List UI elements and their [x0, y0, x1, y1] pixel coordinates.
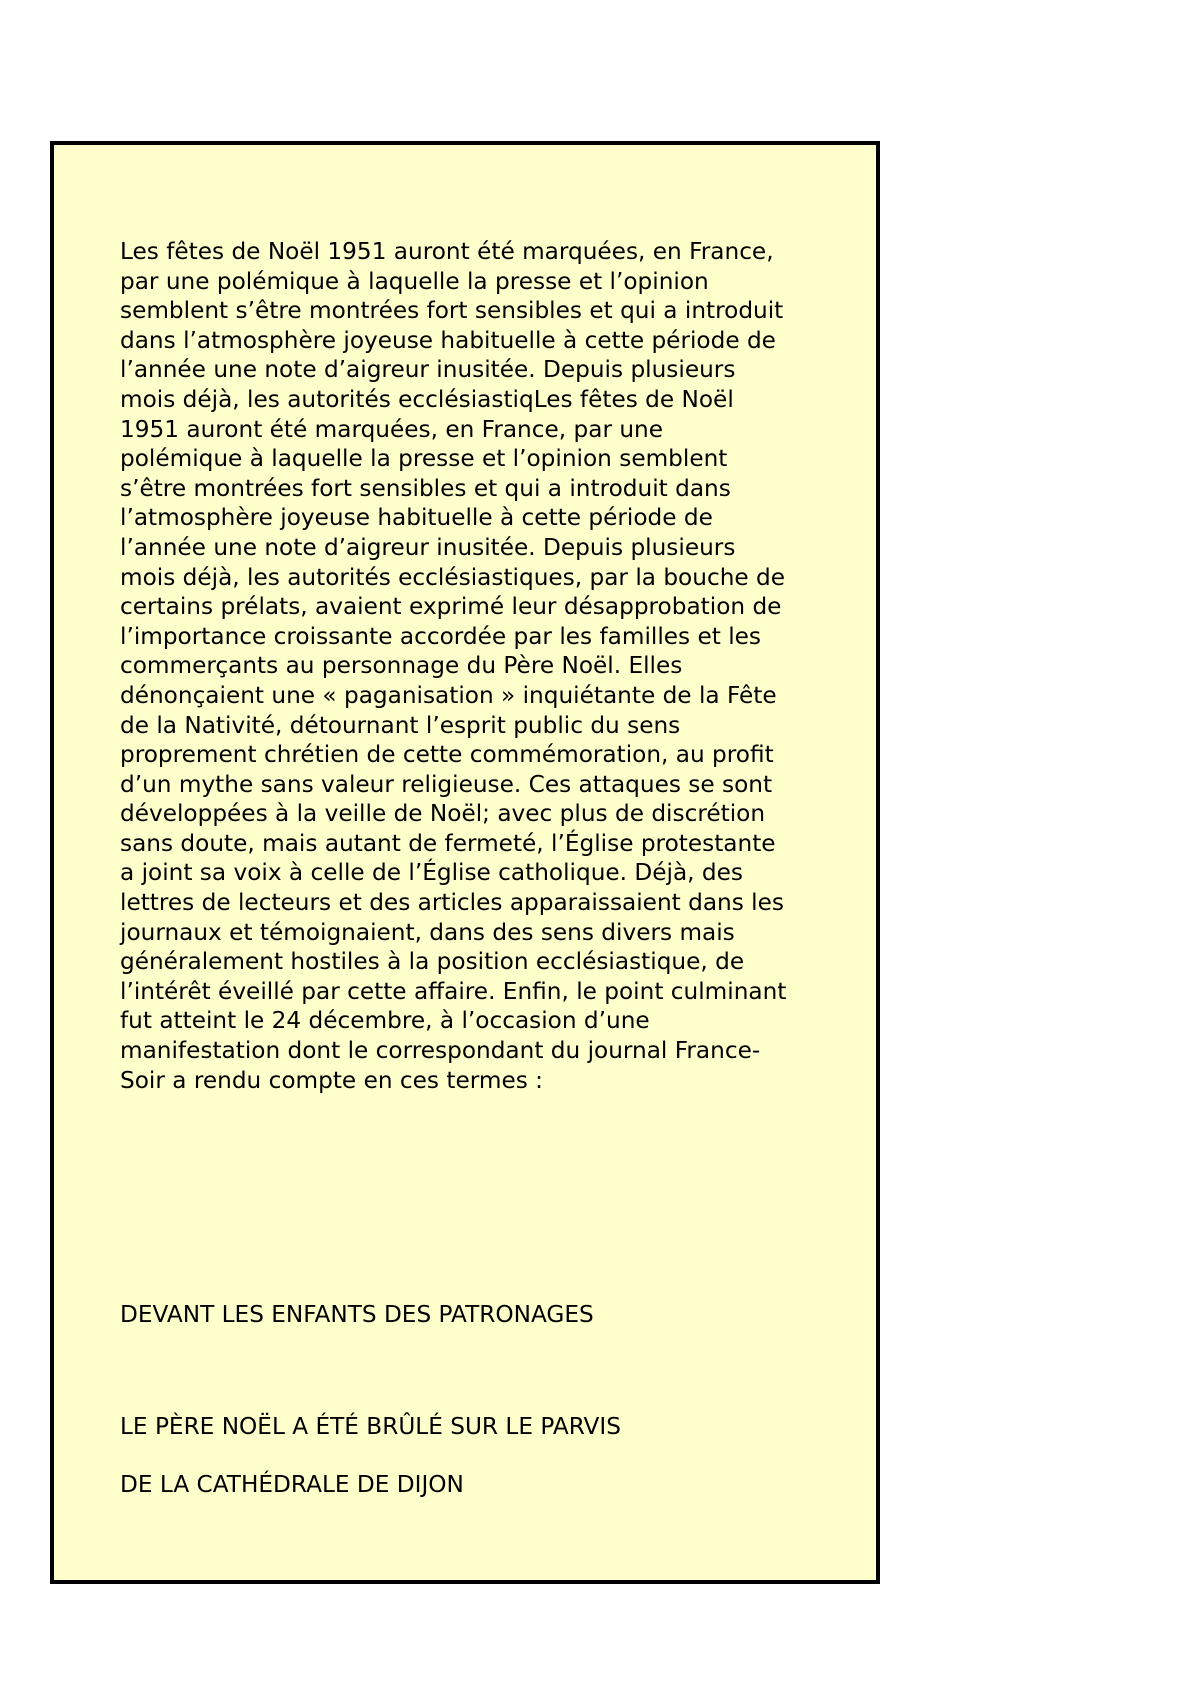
caption-line-2: LE PÈRE NOËL A ÉTÉ BRÛLÉ SUR LE PARVIS: [120, 1413, 621, 1440]
body-paragraph: Les fêtes de Noël 1951 auront été marquées, en France, par une polémique à laquelle la presse et l’opinion semblent s’être montrées fort sensibles et qui a introduit dans l’atmosphère joyeuse habituelle à cette période de l’année une note d’aigreur inusitée. Depuis plusieurs mois déjà, les autorités ecclésiastiqLes fêtes de Noël 1951 auront été marquées, en France, par une polémique à laquelle la presse et l’opinion semblent s’être montrées fort sensibles et qui a introduit dans l’atmosphère joyeuse habituelle à cette période de l’année une note d’aigreur inusitée. Depuis plusieurs mois déjà, les autorités ecclésiastiques, par la bouche de certains prélats, avaient exprimé leur désapprobation de l’importance croissante accordée par les familles et les commerçants au personnage du Père Noël. Elles dénonçaient une « paganisation » inquiétante de la Fête de la Nativité, détournant l’esprit public du sens proprement chrétien de cette commémoration, au profit d’un mythe sans valeur religieuse. Ces attaques se sont développées à la veille de Noël; avec plus de discrétion sans doute, mais autant de fermeté, l’Église protestante a joint sa voix à celle de l’Église catholique. Déjà, des lettres de lecteurs et des articles apparaissaient dans les journaux et témoignaient, dans des sens divers mais généralement hostiles à la position ecclésiastique, de l’intérêt éveillé par cette affaire. Enfin, le point culminant fut atteint le 24 décembre, à l’occasion d’une manifestation dont le correspondant du journal France- Soir a rendu compte en ces termes :: [120, 238, 787, 1094]
caption-line-1: DEVANT LES ENFANTS DES PATRONAGES: [120, 1301, 594, 1328]
caption-line-3: DE LA CATHÉDRALE DE DIJON: [120, 1471, 464, 1498]
document-text-box: [50, 141, 880, 1584]
